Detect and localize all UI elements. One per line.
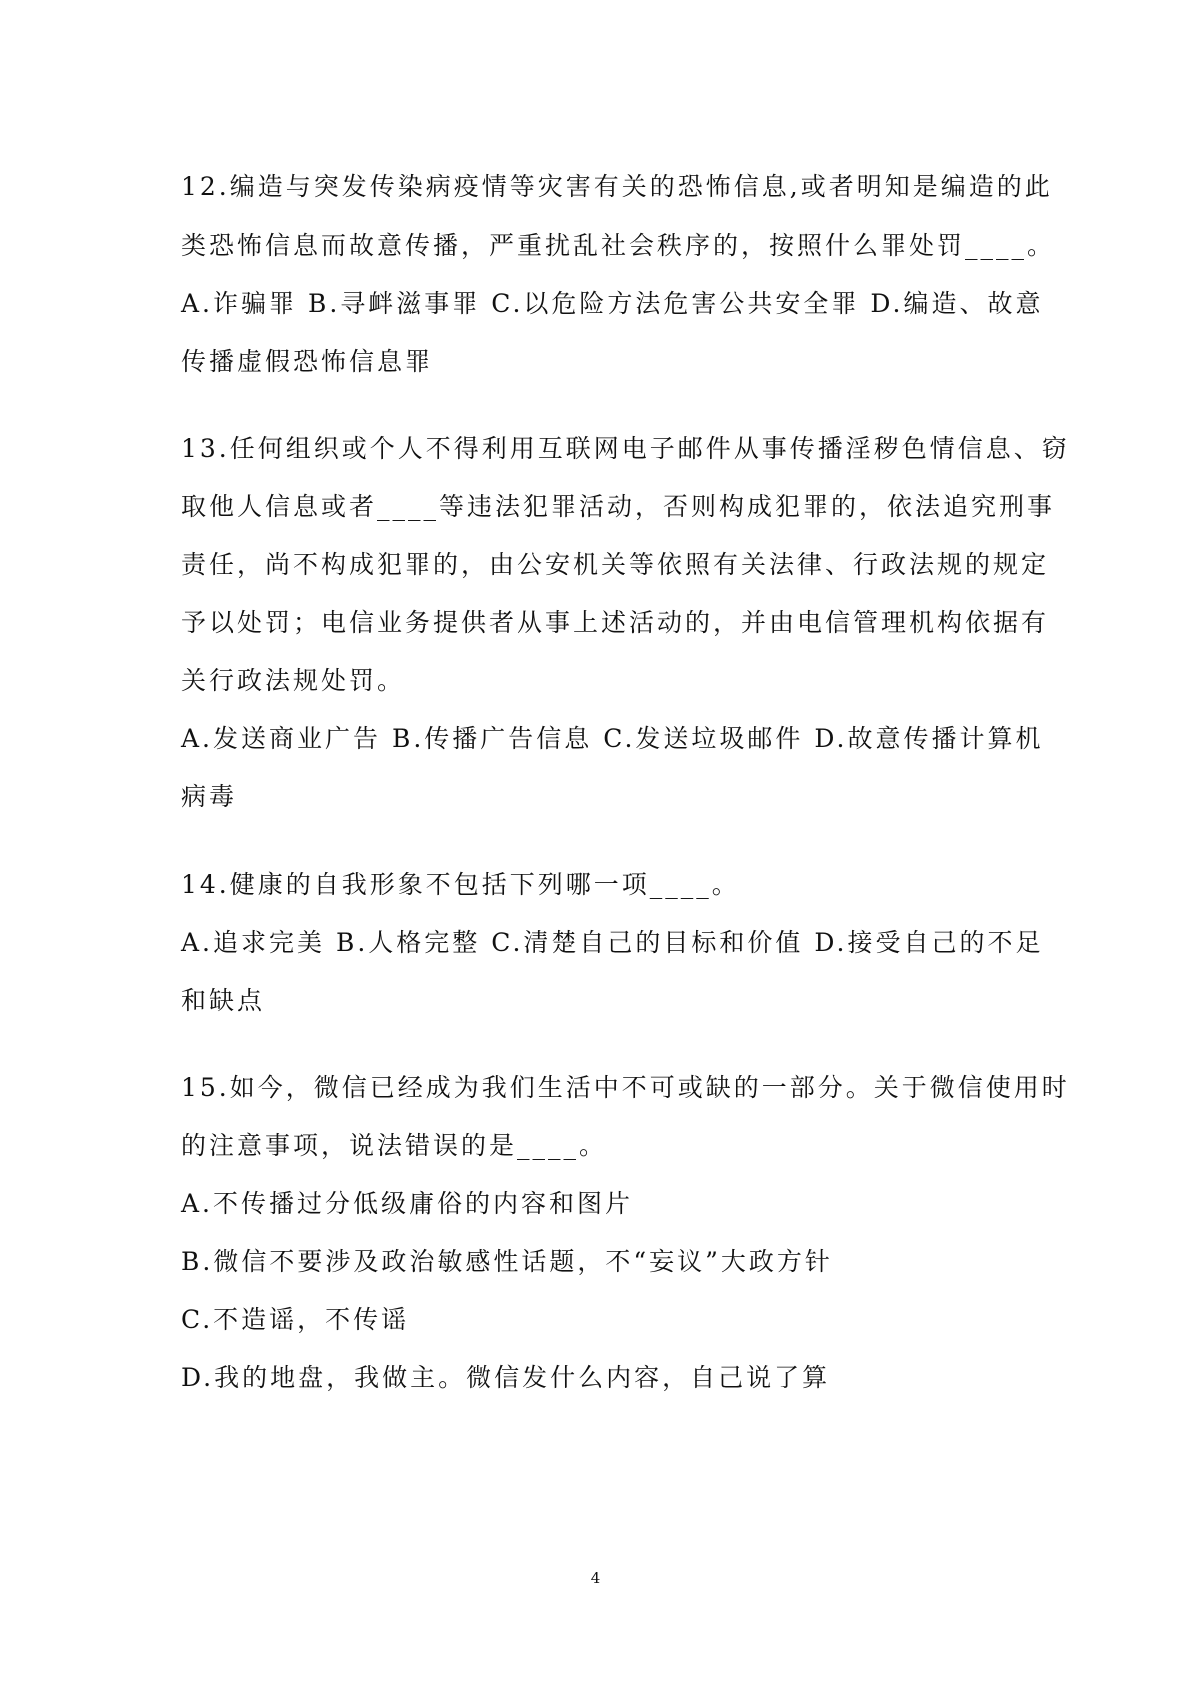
- question-13-text-line-2: 取他人信息或者____等违法犯罪活动，否则构成犯罪的，依法追究刑事: [181, 492, 1056, 521]
- question-14-options-line-2: 和缺点: [181, 986, 266, 1015]
- question-15-text-line-1: 15.如今，微信已经成为我们生活中不可或缺的一部分。关于微信使用时: [181, 1073, 1070, 1102]
- question-13-options-line-1: A.发送商业广告 B.传播广告信息 C.发送垃圾邮件 D.故意传播计算机: [181, 724, 1044, 753]
- question-15-option-a: A.不传播过分低级庸俗的内容和图片: [181, 1189, 634, 1218]
- question-12-options-line-2: 传播虚假恐怖信息罪: [181, 347, 434, 376]
- question-14-text-line-1: 14.健康的自我形象不包括下列哪一项____。: [181, 870, 740, 899]
- question-15-option-d: D.我的地盘，我做主。微信发什么内容，自己说了算: [181, 1363, 831, 1392]
- question-13-text-line-1: 13.任何组织或个人不得利用互联网电子邮件从事传播淫秽色情信息、窃: [181, 434, 1070, 463]
- question-13-text-line-4: 予以处罚；电信业务提供者从事上述活动的，并由电信管理机构依据有: [181, 608, 1050, 637]
- question-15-option-c: C.不造谣，不传谣: [181, 1305, 410, 1334]
- question-14-options-line-1: A.追求完美 B.人格完整 C.清楚自己的目标和价值 D.接受自己的不足: [181, 928, 1044, 957]
- question-12-text-line-2: 类恐怖信息而故意传播，严重扰乱社会秩序的，按照什么罪处罚____。: [181, 231, 1056, 260]
- question-15-text-line-2: 的注意事项，说法错误的是____。: [181, 1131, 608, 1160]
- question-13-text-line-3: 责任，尚不构成犯罪的，由公安机关等依照有关法律、行政法规的规定: [181, 550, 1050, 579]
- page-number: 4: [590, 1569, 601, 1587]
- question-13-options-line-2: 病毒: [181, 782, 238, 811]
- question-12-text-line-1: 12.编造与突发传染病疫情等灾害有关的恐怖信息,或者明知是编造的此: [181, 172, 1053, 201]
- question-13-text-line-5: 关行政法规处罚。: [181, 666, 406, 695]
- question-15-option-b: B.微信不要涉及政治敏感性话题，不“妄议”大政方针: [181, 1247, 833, 1276]
- question-12-options-line-1: A.诈骗罪 B.寻衅滋事罪 C.以危险方法危害公共安全罪 D.编造、故意: [181, 289, 1044, 318]
